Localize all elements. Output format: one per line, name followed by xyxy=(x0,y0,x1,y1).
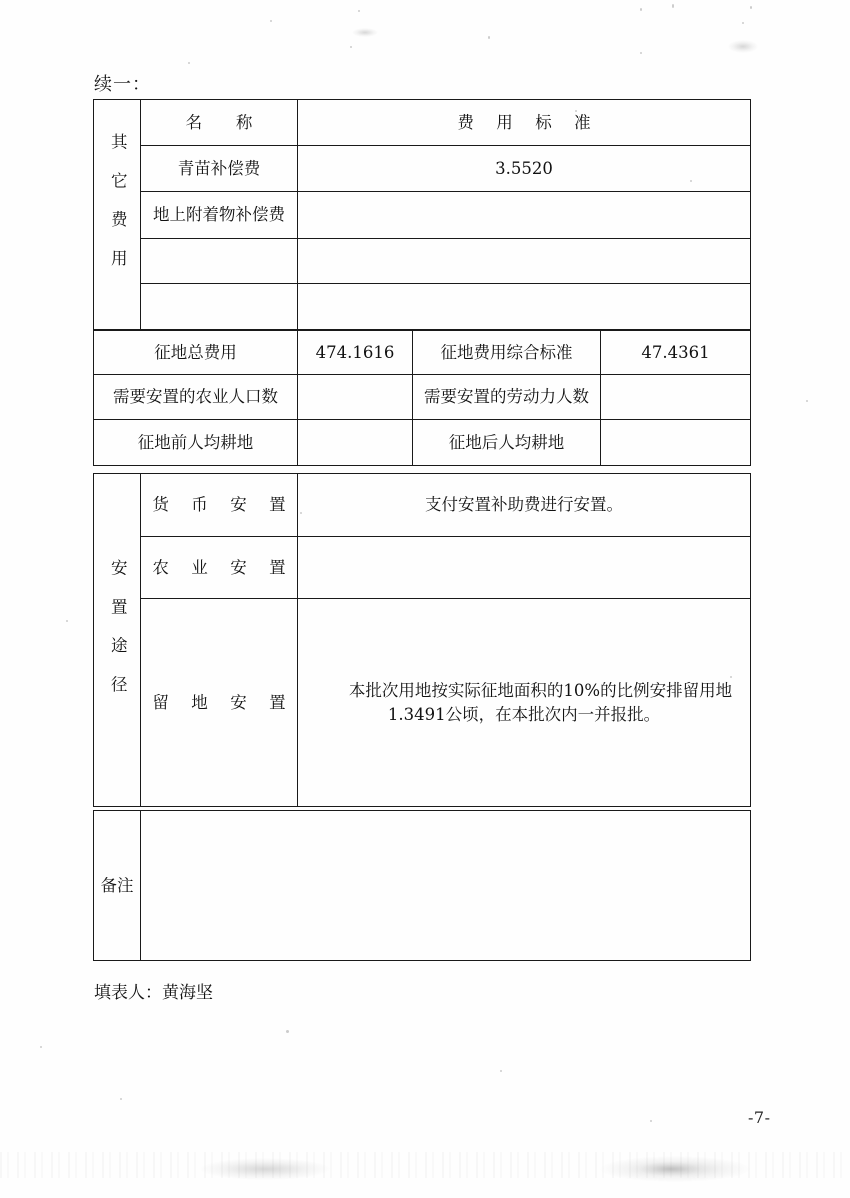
fee-value-cell[interactable] xyxy=(298,239,751,284)
table-row xyxy=(94,375,751,420)
column-header-standard: 费 用 标 准 xyxy=(298,100,751,146)
fee-name-cell[interactable] xyxy=(141,284,298,330)
before-percapita-label: 征地前人均耕地 xyxy=(94,420,298,466)
remarks-label: 备注 xyxy=(94,811,141,961)
agricultural-resettlement-label: 农 业 安 置 xyxy=(141,537,298,599)
other-fees-side-label xyxy=(94,100,141,330)
monetary-resettlement-label: 货 币 安 置 xyxy=(141,474,298,537)
column-header-name: 名 称 xyxy=(141,100,298,146)
table-row xyxy=(94,284,751,330)
before-percapita-value[interactable] xyxy=(298,420,413,466)
resettlement-side-label-text: 安置途径 xyxy=(108,558,128,715)
land-reserved-resettlement-label: 留 地 安 置 xyxy=(141,599,298,807)
other-fees-table xyxy=(93,99,751,330)
comprehensive-standard-label: 征地费用综合标准 xyxy=(413,331,601,375)
comprehensive-standard-value[interactable]: 47.4361 xyxy=(601,331,751,375)
remarks-table xyxy=(93,810,751,961)
table-row xyxy=(94,811,751,961)
total-fee-label: 征地总费用 xyxy=(94,331,298,375)
continuation-label: 续一： xyxy=(94,74,151,95)
fee-name-cell[interactable] xyxy=(141,239,298,284)
after-percapita-value[interactable] xyxy=(601,420,751,466)
remarks-content[interactable] xyxy=(141,811,751,961)
table-row xyxy=(94,100,751,146)
table-row xyxy=(94,192,751,239)
fee-name-cell: 青苗补偿费 xyxy=(141,146,298,192)
agri-population-label: 需要安置的农业人口数 xyxy=(94,375,298,420)
agricultural-resettlement-content[interactable] xyxy=(298,537,751,599)
summary-table xyxy=(93,330,751,466)
table-row xyxy=(94,599,751,807)
fee-value-cell[interactable] xyxy=(298,192,751,239)
table-row xyxy=(94,474,751,537)
table-row xyxy=(94,537,751,599)
resettlement-table xyxy=(93,473,751,807)
monetary-resettlement-content[interactable]: 支付安置补助费进行安置。 xyxy=(298,474,751,537)
after-percapita-label: 征地后人均耕地 xyxy=(413,420,601,466)
table-row xyxy=(94,420,751,466)
table-row xyxy=(94,239,751,284)
table-row xyxy=(94,146,751,192)
other-fees-side-label-text: 其它费用 xyxy=(108,133,128,289)
labor-count-label: 需要安置的劳动力人数 xyxy=(413,375,601,420)
total-fee-value[interactable]: 474.1616 xyxy=(298,331,413,375)
resettlement-side-label xyxy=(94,474,141,807)
table-row xyxy=(94,331,751,375)
land-reserved-resettlement-content[interactable]: 本批次用地按实际征地面积的10%的比例安排留用地1.3491公顷，在本批次内一并报批。 xyxy=(298,599,751,807)
fee-name-cell: 地上附着物补偿费 xyxy=(141,192,298,239)
labor-count-value[interactable] xyxy=(601,375,751,420)
form-filler-label: 填表人：黄海坚 xyxy=(94,983,213,1003)
page-number: -7- xyxy=(748,1108,771,1127)
scan-noise-bottom xyxy=(0,1152,850,1178)
fee-value-cell[interactable]: 3.5520 xyxy=(298,146,751,192)
agri-population-value[interactable] xyxy=(298,375,413,420)
fee-value-cell[interactable] xyxy=(298,284,751,330)
